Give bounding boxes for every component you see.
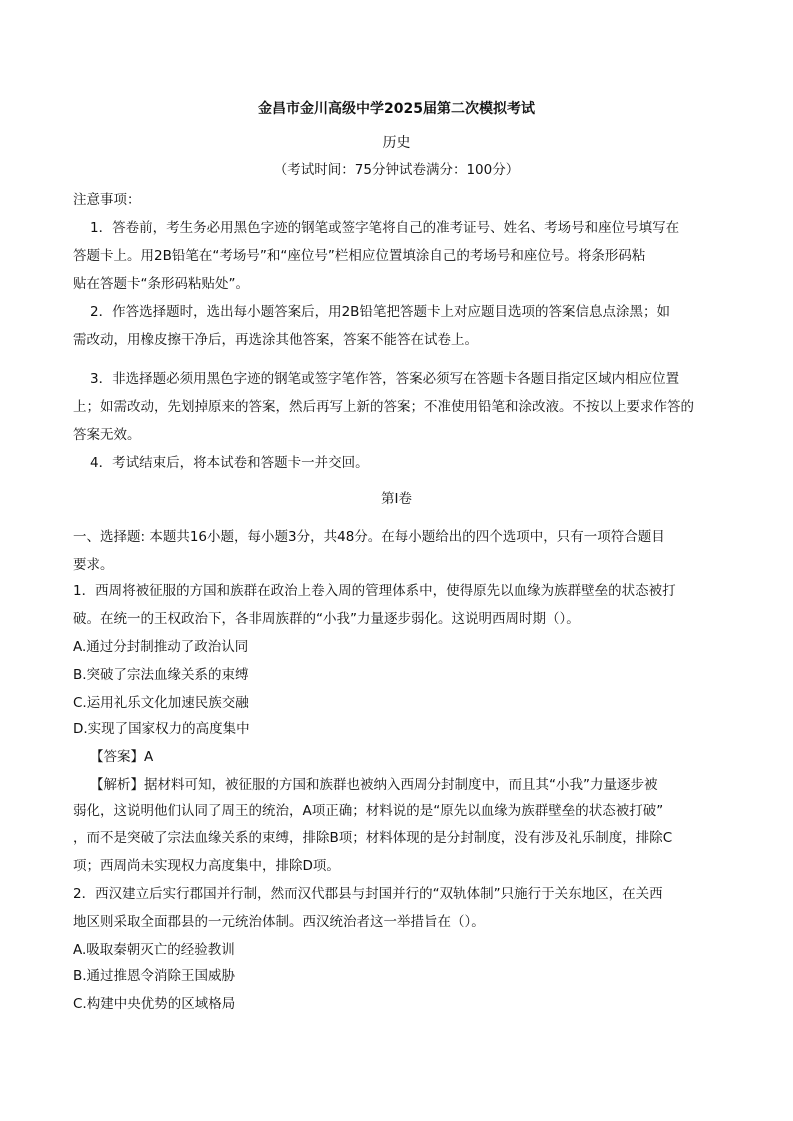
note-3-line-2: 上；如需改动，先划掉原来的答案，然后再写上新的答案；不准使用铅笔和涂改液。不按以上要求作答的 [73,399,694,415]
section-title: 第I卷 [381,491,412,507]
q2-option-b: B.通过推恩令消除王国威胁 [73,968,236,984]
note-4-line-1: 4．考试结束后，将本试卷和答题卡一并交回。 [90,455,369,471]
note-3-line-1: 3．非选择题必须用黑色字迹的钢笔或签字笔作答，答案必须写在答题卡各题目指定区域内相应位置 [90,371,680,387]
note-3-line-3: 答案无效。 [73,427,141,443]
q1-option-b: B.突破了宗法血缘关系的束缚 [73,667,249,683]
q2-stem-line-2: 地区则采取全面郡县的一元统治体制。西汉统治者这一举措旨在（）。 [73,914,485,930]
q2-stem-line-1: 2．西汉建立后实行郡国并行制，然而汉代郡县与封国并行的“双轨体制”只施行于关东地区，在关西 [73,886,663,902]
q1-explanation-line-2: 弱化，这说明他们认同了周王的统治，A项正确；材料说的是“原先以血缘为族群壁垒的状态被打破” [73,803,664,819]
q1-option-c: C.运用礼乐文化加速民族交融 [73,695,249,711]
section-intro-line-1: 一、选择题: 本题共16小题，每小题3分，共48分。在每小题给出的四个选项中，只有一项符合题目 [73,529,665,545]
note-2-line-1: 2．作答选择题时，选出每小题答案后，用2B铅笔把答题卡上对应题目选项的答案信息点涂黑；如 [90,304,670,320]
note-1-line-3: 贴在答题卡“条形码粘贴处”。 [73,276,249,292]
q1-option-a: A.通过分封制推动了政治认同 [73,639,249,655]
q2-option-a: A.吸取秦朝灭亡的经验教训 [73,942,235,958]
subject-title: 历史 [382,135,411,151]
note-1-line-1: 1．答卷前，考生务必用黑色字迹的钢笔或签字笔将自己的准考证号、姓名、考场号和座位号填写在 [90,220,680,236]
q1-explanation-line-1: 【解析】据材料可知，被征服的方国和族群也被纳入西周分封制度中，而且其“小我”力量逐步被 [90,777,658,793]
q1-stem-line-1: 1．西周将被征服的方国和族群在政治上卷入周的管理体系中，使得原先以血缘为族群壁垒的状态被打 [73,583,676,599]
exam-info: （考试时间：75分钟试卷满分：100分） [273,162,520,178]
exam-title: 金昌市金川高级中学2025届第二次模拟考试 [258,101,535,117]
note-2-line-2: 需改动，用橡皮擦干净后，再选涂其他答案，答案不能答在试卷上。 [73,332,478,348]
notes-heading: 注意事项： [73,192,141,208]
q1-answer: 【答案】A [90,749,154,765]
section-intro-line-2: 要求。 [73,557,114,573]
q1-option-d: D.实现了国家权力的高度集中 [73,721,250,737]
note-1-line-2: 答题卡上。用2B铅笔在“考场号”和“座位号”栏相应位置填涂自己的考场号和座位号。将条形码粘 [73,248,646,264]
q1-stem-line-2: 破。在统一的王权政治下，各非周族群的“小我”力量逐步弱化。这说明西周时期（）。 [73,611,580,627]
q1-explanation-line-3: ，而不是突破了宗法血缘关系的束缚，排除B项；材料体现的是分封制度，没有涉及礼乐制度，排除C [73,830,673,846]
q2-option-c: C.构建中央优势的区域格局 [73,996,236,1012]
q1-explanation-line-4: 项；西周尚未实现权力高度集中，排除D项。 [73,858,340,874]
